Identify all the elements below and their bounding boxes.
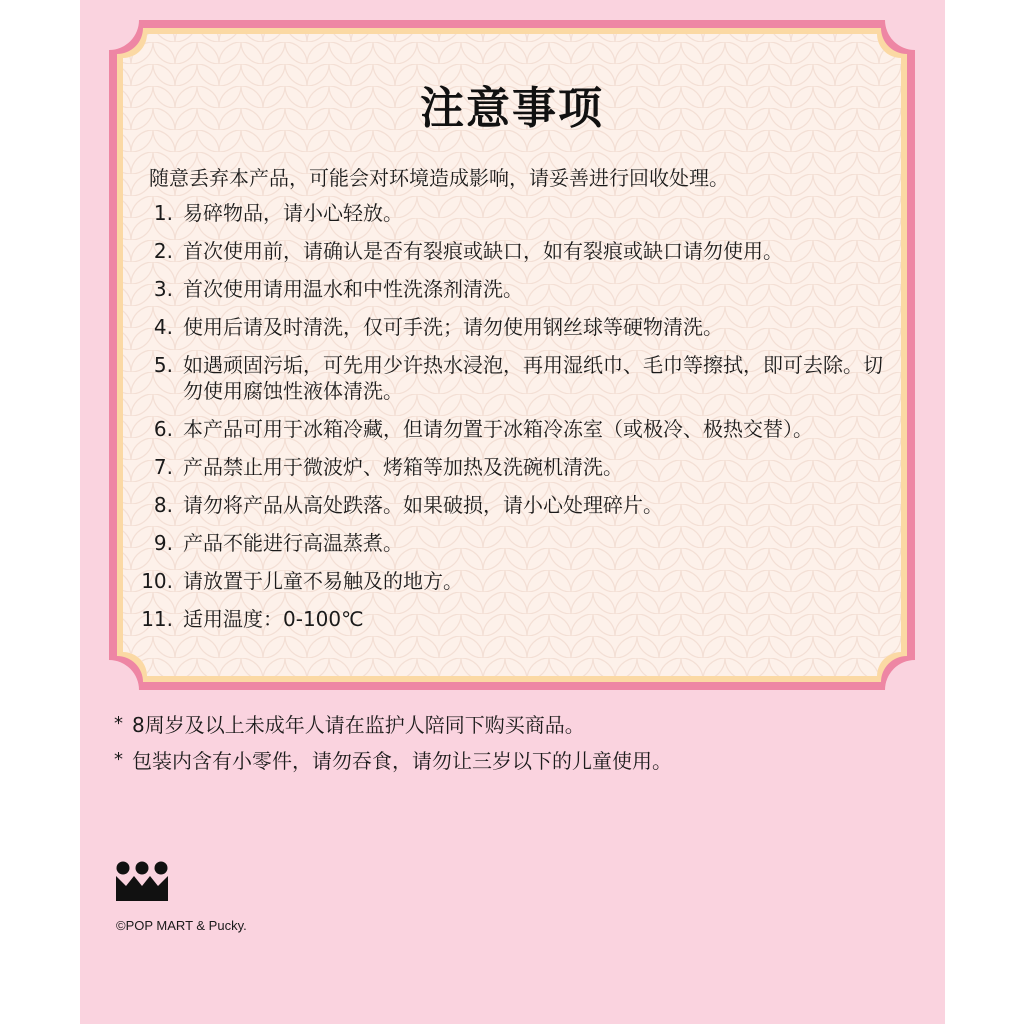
footnotes xyxy=(114,710,672,782)
item-number: 1. xyxy=(153,201,173,225)
notice-panel xyxy=(109,20,915,690)
item-text: 易碎物品，请小心轻放。 xyxy=(183,201,403,225)
item-number: 3. xyxy=(153,277,173,301)
item-number: 5. xyxy=(153,353,173,377)
item-number: 6. xyxy=(153,417,173,441)
asterisk-icon: * xyxy=(114,712,123,734)
item-text: 请放置于儿童不易触及的地方。 xyxy=(183,569,463,593)
item-text: 本产品可用于冰箱冷藏，但请勿置于冰箱冷冻室（或极冷、极热交替）。 xyxy=(183,417,813,441)
list-item xyxy=(131,492,901,518)
asterisk-icon: * xyxy=(114,748,123,770)
list-item xyxy=(131,454,901,480)
item-text: 首次使用请用温水和中性洗涤剂清洗。 xyxy=(183,277,523,301)
list-item xyxy=(131,416,901,442)
item-number: 2. xyxy=(153,239,173,263)
item-text: 使用后请及时清洗，仅可手洗；请勿使用钢丝球等硬物清洗。 xyxy=(183,315,723,339)
item-text: 产品禁止用于微波炉、烤箱等加热及洗碗机清洗。 xyxy=(183,455,623,479)
footnote-text: 8周岁及以上未成年人请在监护人陪同下购买商品。 xyxy=(132,712,585,737)
footnote xyxy=(114,746,672,772)
copyright-text: ©POP MART & Pucky. xyxy=(116,918,247,933)
list-item xyxy=(131,314,901,340)
item-text: 适用温度：0-100℃ xyxy=(183,607,364,631)
item-text: 产品不能进行高温蒸煮。 xyxy=(183,531,403,555)
item-text: 如遇顽固污垢，可先用少许热水浸泡，再用湿纸巾、毛巾等擦拭，即可去除。切勿使用腐蚀性液体清洗。 xyxy=(183,353,883,403)
item-number: 4. xyxy=(153,315,173,339)
notice-list xyxy=(131,200,901,644)
footnote xyxy=(114,710,672,736)
list-item xyxy=(131,530,901,556)
item-number: 8. xyxy=(153,493,173,517)
item-number: 7. xyxy=(153,455,173,479)
list-item xyxy=(131,568,901,594)
notice-title: 注意事项 xyxy=(420,83,604,134)
item-number: 9. xyxy=(153,531,173,555)
list-item xyxy=(131,200,901,226)
item-text: 请勿将产品从高处跌落。如果破损，请小心处理碎片。 xyxy=(183,493,663,517)
item-number: 10. xyxy=(141,569,173,593)
item-number: 11. xyxy=(141,607,173,631)
list-item xyxy=(131,276,901,302)
footnote-text: 包装内含有小零件，请勿吞食，请勿让三岁以下的儿童使用。 xyxy=(132,748,672,773)
item-text: 首次使用前，请确认是否有裂痕或缺口，如有裂痕或缺口请勿使用。 xyxy=(183,239,783,263)
crown-logo-icon xyxy=(116,860,168,902)
notice-intro: 随意丢弃本产品，可能会对环境造成影响，请妥善进行回收处理。 xyxy=(149,166,729,190)
list-item xyxy=(131,606,901,632)
list-item xyxy=(131,352,901,404)
list-item xyxy=(131,238,901,264)
